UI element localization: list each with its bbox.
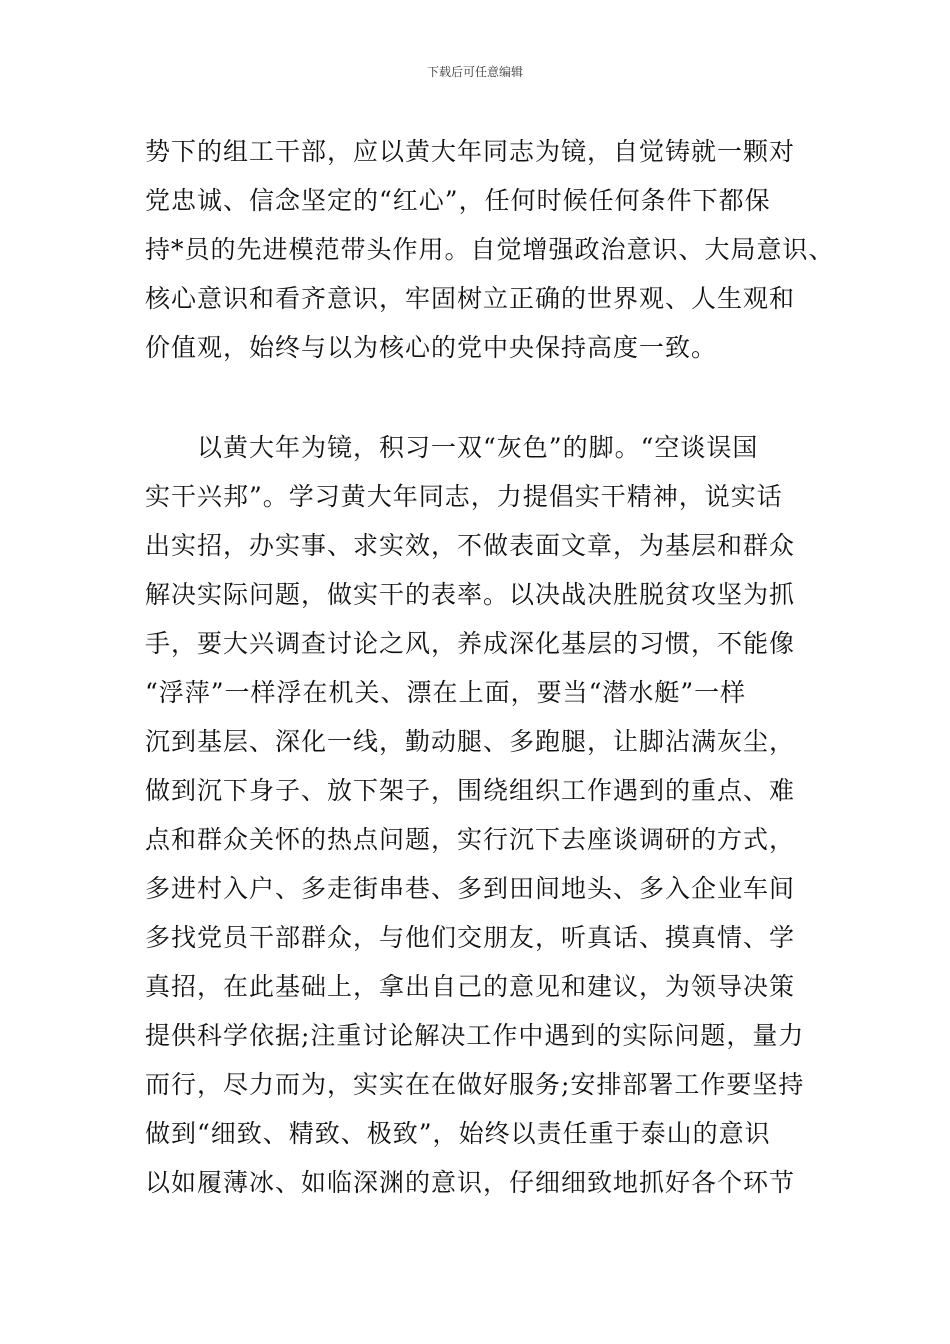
text-line: 价值观，始终与以为核心的党中央保持高度一致。 xyxy=(145,333,718,362)
text-line: 真招，在此基础上，拿出自己的意见和建议，为领导决策 xyxy=(145,972,796,1001)
text-line: “浮萍”一样浮在机关、漂在上面，要当“潜水艇”一样 xyxy=(145,678,747,707)
page-header: 下载后可任意编辑 xyxy=(426,65,523,79)
text-line: 做到“细致、精致、极致”，始终以责任重于泰山的意识 xyxy=(145,1119,771,1148)
text-line: 实干兴邦”。学习黄大年同志，力提倡实干精神，说实话 xyxy=(145,482,783,511)
text-line: 出实招，办实事、求实效，不做表面文章，为基层和群众 xyxy=(145,531,796,560)
text-line: 多进村入户、多走街串巷、多到田间地头、多入企业车间 xyxy=(145,874,796,903)
text-line: 点和群众关怀的热点问题，实行沉下去座谈调研的方式， xyxy=(145,825,796,854)
paragraph-1 xyxy=(145,127,835,372)
text-line: 解决实际问题，做实干的表率。以决战决胜脱贫攻坚为抓 xyxy=(145,580,796,609)
text-line: 提供科学依据;注重讨论解决工作中遇到的实际问题，量力 xyxy=(145,1021,805,1050)
text-line: 沉到基层、深化一线，勤动腿、多跑腿，让脚沾满灰尘， xyxy=(145,727,796,756)
text-line: 而行，尽力而为，实实在在做好服务;安排部署工作要坚持 xyxy=(145,1070,805,1099)
paragraph-2 xyxy=(145,423,835,1207)
text-line: 势下的组工干部，应以黄大年同志为镜，自觉铸就一颗对 xyxy=(145,137,796,166)
text-line: 以如履薄冰、如临深渊的意识，仔细细致地抓好各个环节 xyxy=(145,1168,796,1197)
text-line: 党忠诚、信念坚定的“红心”，任何时候任何条件下都保 xyxy=(145,186,771,215)
text-line: 手，要大兴调查讨论之风，养成深化基层的习惯，不能像 xyxy=(145,629,796,658)
text-line: 多找党员干部群众，与他们交朋友，听真话、摸真情、学 xyxy=(145,923,796,952)
text-line: 持*员的先进模范带头作用。自觉增强政治意识、大局意识、 xyxy=(145,235,835,264)
text-line: 核心意识和看齐意识，牢固树立正确的世界观、人生观和 xyxy=(145,284,796,313)
text-line: 以黄大年为镜，积习一双“灰色”的脚。“空谈误国 xyxy=(197,433,759,462)
text-line: 做到沉下身子、放下架子，围绕组织工作遇到的重点、难 xyxy=(145,776,796,805)
